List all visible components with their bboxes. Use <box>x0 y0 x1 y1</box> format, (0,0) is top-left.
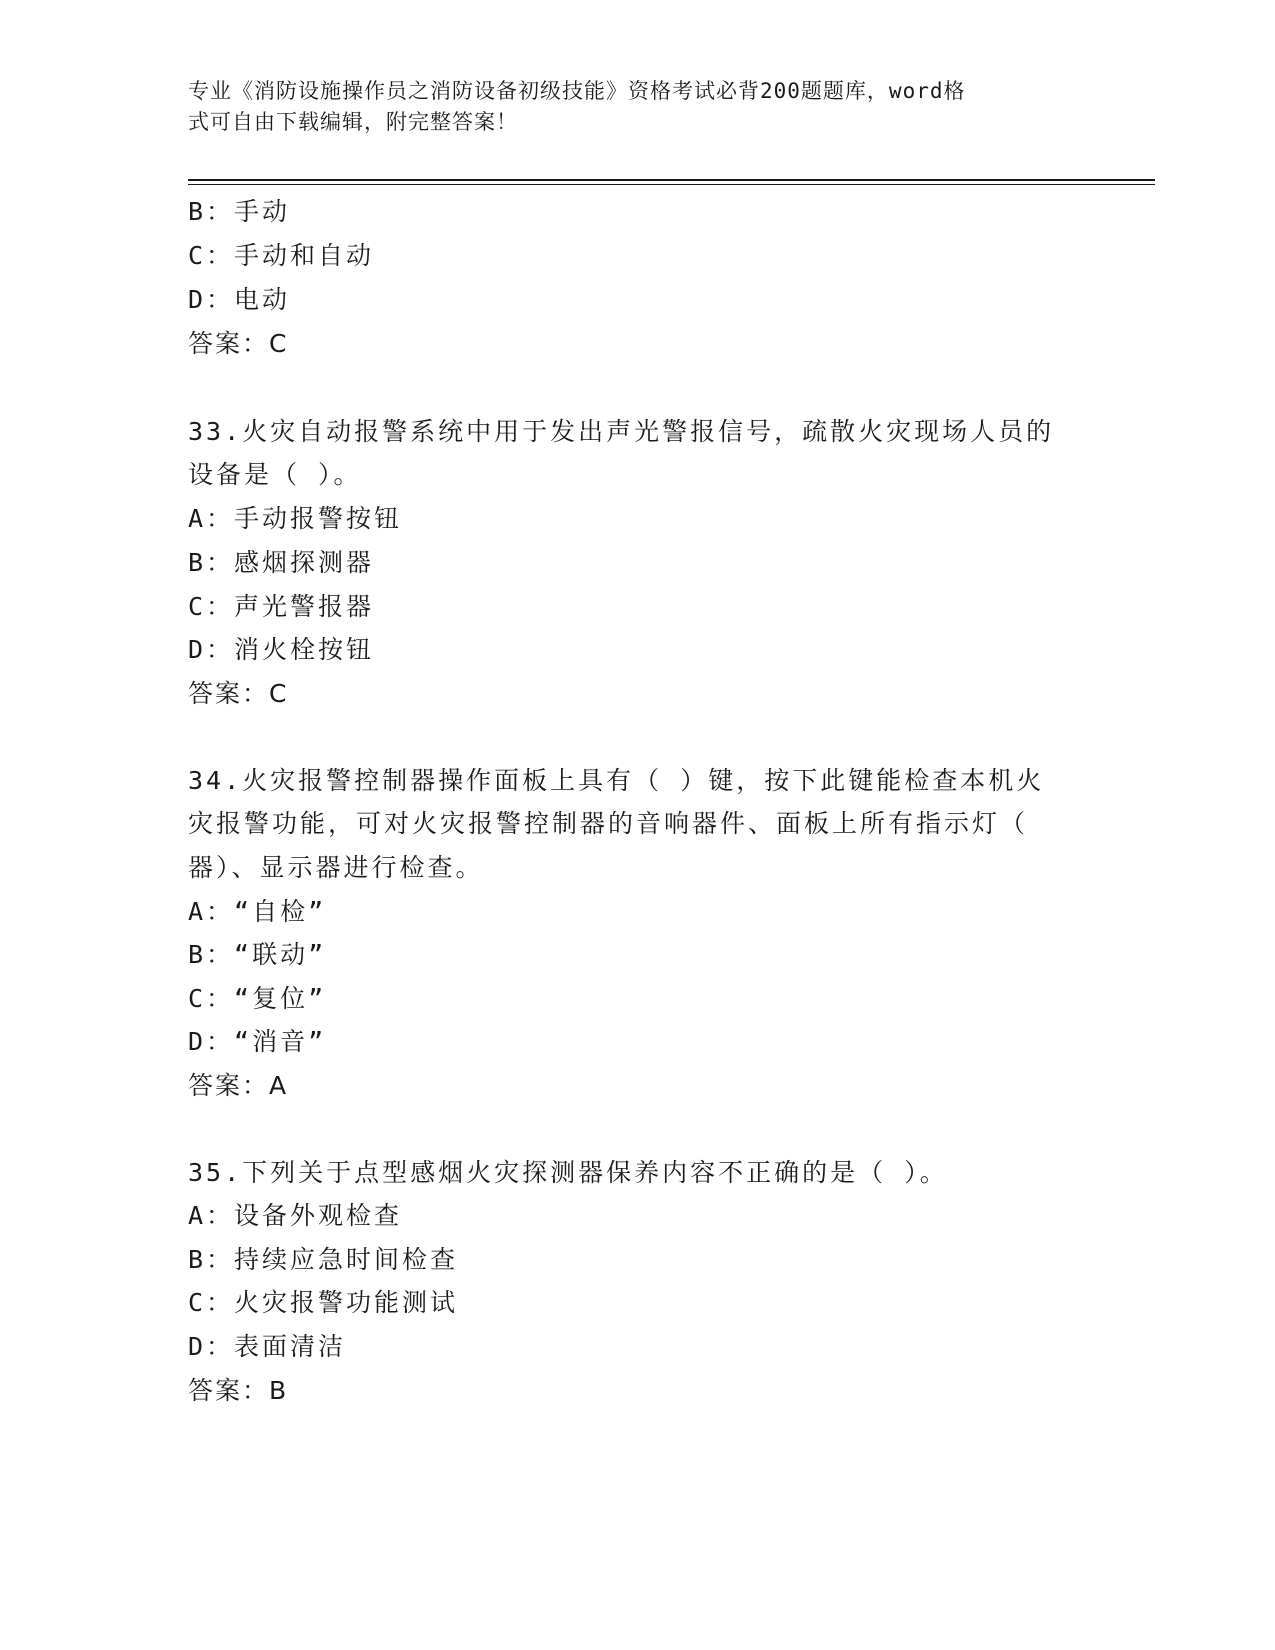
q33-stem-line-2: 设备是（ ）。 <box>188 460 362 489</box>
q33-option-c: C：声光警报器 <box>188 592 375 621</box>
q35-option-c: C：火灾报警功能测试 <box>188 1288 459 1317</box>
page-header <box>188 76 1068 138</box>
q35-option-b: B：持续应急时间检查 <box>188 1245 459 1274</box>
q33-answer: 答案：C <box>188 679 289 708</box>
prev-option-d: D：电动 <box>188 285 291 314</box>
q34-option-b: B：“联动” <box>188 940 327 969</box>
q33-option-b: B：感烟探测器 <box>188 548 375 577</box>
q34-stem-line-1: 34.火灾报警控制器操作面板上具有（ ）键，按下此键能检查本机火 <box>188 766 1045 795</box>
q34-option-a: A：“自检” <box>188 897 327 926</box>
q34-stem-line-2: 灾报警功能，可对火灾报警控制器的音响器件、面板上所有指示灯（ <box>188 809 1029 838</box>
header-line-2: 式可自由下载编辑，附完整答案！ <box>188 110 518 134</box>
q35-option-d: D：表面清洁 <box>188 1332 347 1361</box>
q34-answer: 答案：A <box>188 1071 289 1100</box>
q33-option-d: D：消火栓按钮 <box>188 635 375 664</box>
q34-stem-line-3: 器）、显示器进行检查。 <box>188 853 484 882</box>
prev-answer: 答案：C <box>188 329 289 358</box>
q34-option-d: D：“消音” <box>188 1027 327 1056</box>
header-line-1: 专业《消防设施操作员之消防设备初级技能》资格考试必背200题题库，word格 <box>188 79 966 103</box>
q35-answer: 答案：B <box>188 1376 289 1405</box>
prev-option-c: C：手动和自动 <box>188 241 375 270</box>
q35-stem-line-1: 35.下列关于点型感烟火灾探测器保养内容不正确的是（ ）。 <box>188 1158 948 1187</box>
header-rule-thin <box>188 184 1155 185</box>
header-rule-thick <box>188 179 1155 181</box>
q34-option-c: C：“复位” <box>188 984 327 1013</box>
prev-option-b: B：手动 <box>188 197 291 226</box>
q33-option-a: A：手动报警按钮 <box>188 504 403 533</box>
q35-option-a: A：设备外观检查 <box>188 1201 403 1230</box>
q33-stem-line-1: 33.火灾自动报警系统中用于发出声光警报信号，疏散火灾现场人员的 <box>188 417 1055 446</box>
